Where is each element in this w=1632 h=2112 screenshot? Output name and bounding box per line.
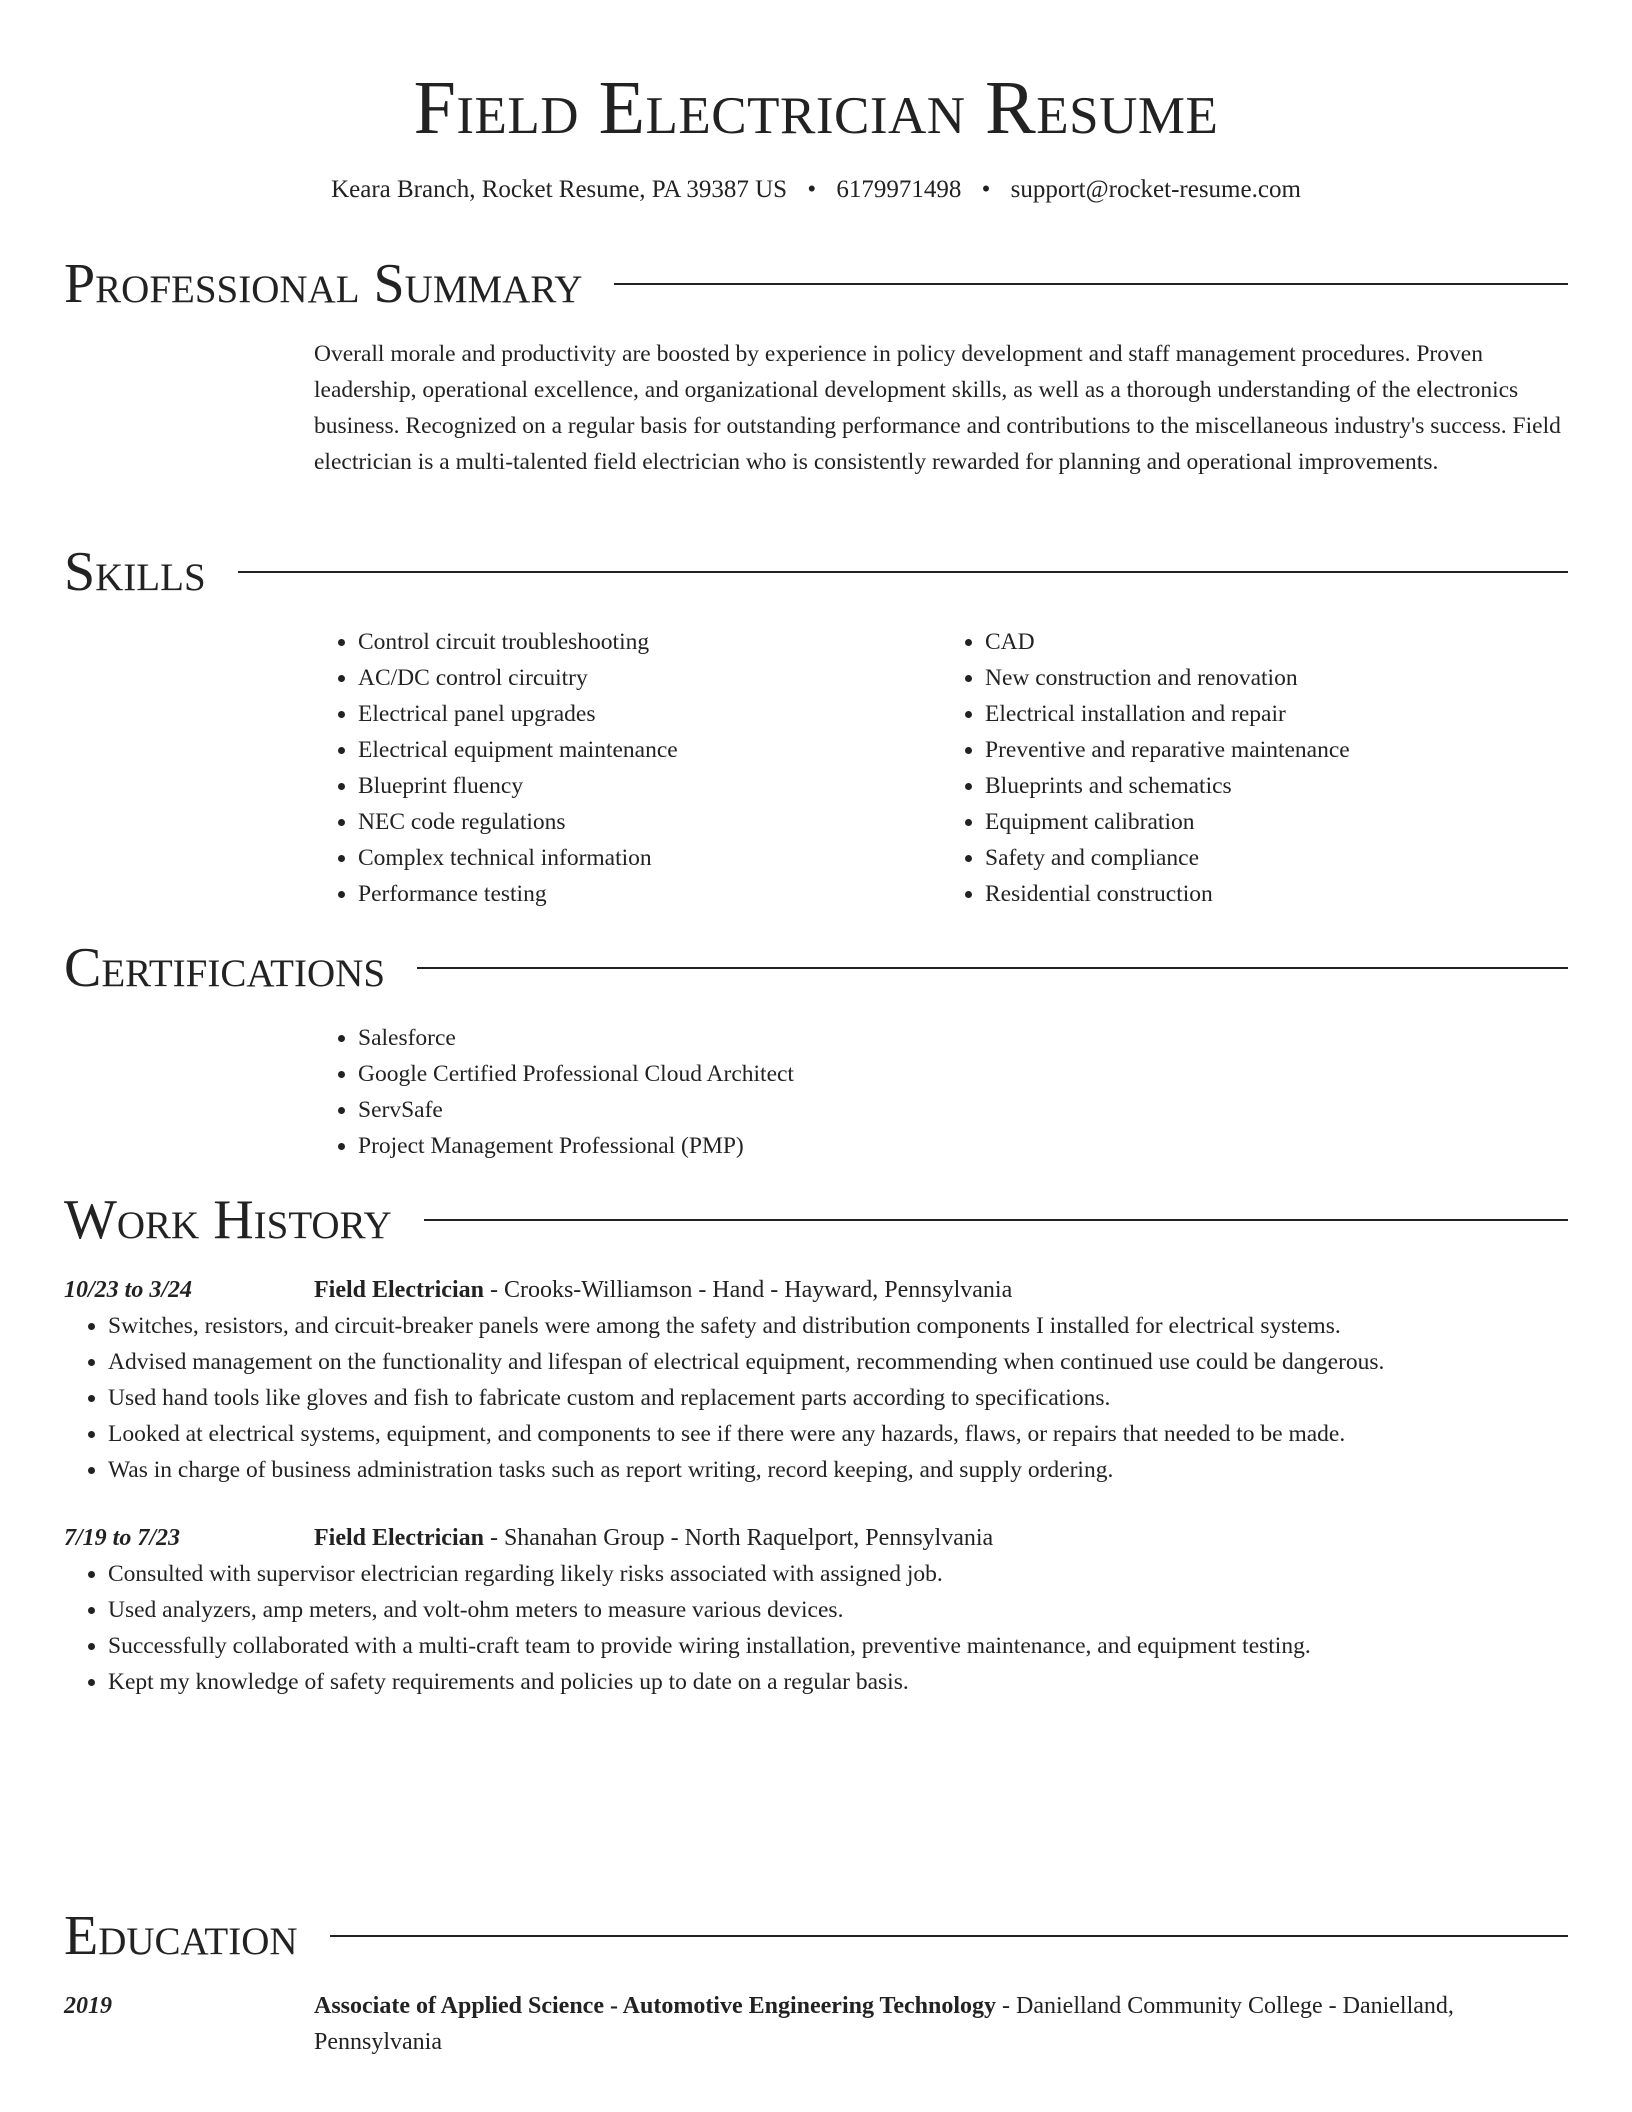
work-history-heading: Work History [64, 1189, 392, 1251]
list-item: • Project Management Professional (PMP) [358, 1128, 1568, 1164]
list-item: • AC/DC control circuitry [358, 660, 941, 696]
education-line [314, 1988, 1568, 2060]
list-item: • Preventive and reparative maintenance [985, 732, 1568, 768]
contact-phone: 6179971498 [836, 176, 962, 203]
job-title: Field Electrician [314, 1525, 484, 1551]
contact-separator: • [807, 176, 817, 203]
list-item: • Salesforce [358, 1020, 1568, 1056]
education-heading: Education [64, 1905, 298, 1967]
job-title-line [314, 1272, 1568, 1308]
skills-list-right [941, 624, 1568, 912]
section-header [64, 1906, 1568, 1966]
education-details: - Danielland Community College - Danielland, Pennsylvania [314, 1993, 1454, 2055]
list-item: • Blueprint fluency [358, 768, 941, 804]
list-item: • Safety and compliance [985, 840, 1568, 876]
list-item: • Performance testing [358, 876, 941, 912]
contact-address: Keara Branch, Rocket Resume, PA 39387 US [331, 176, 788, 203]
section-header [64, 542, 1568, 602]
job-bullets [64, 1556, 1568, 1700]
section-divider [238, 571, 1568, 573]
summary-section [64, 254, 1568, 480]
list-item: • Google Certified Professional Cloud Architect [358, 1056, 1568, 1092]
education-entry [64, 1988, 1568, 2060]
job-entry [64, 1520, 1568, 1700]
skills-list-left [314, 624, 941, 912]
list-item: • Used analyzers, amp meters, and volt-ohm meters to measure various devices. [108, 1592, 1568, 1628]
resume-title: Field Electrician Resume [413, 66, 1219, 150]
job-details: - Shanahan Group - North Raquelport, Pennsylvania [483, 1525, 994, 1551]
certifications-section [64, 938, 1568, 1164]
job-header [64, 1272, 1568, 1308]
list-item: • Equipment calibration [985, 804, 1568, 840]
contact-line [0, 172, 1632, 208]
list-item: • Looked at electrical systems, equipment, and components to see if there were any hazards, flaws, or repairs that needed to be made. [108, 1416, 1568, 1452]
contact-separator: • [981, 176, 991, 203]
contact-email[interactable]: support@rocket-resume.com [1010, 176, 1301, 203]
list-item: • Successfully collaborated with a multi-craft team to provide wiring installation, preventive maintenance, and equipment testing. [108, 1628, 1568, 1664]
list-item: • Blueprints and schematics [985, 768, 1568, 804]
list-item: • New construction and renovation [985, 660, 1568, 696]
skills-columns [314, 624, 1568, 912]
job-dates: 10/23 to 3/24 [64, 1277, 193, 1303]
list-item: • Kept my knowledge of safety requirements and policies up to date on a regular basis. [108, 1664, 1568, 1700]
education-degree: Associate of Applied Science - Automotive Engineering Technology [314, 1993, 997, 2019]
job-bullets [64, 1308, 1568, 1488]
summary-heading: Professional Summary [64, 253, 583, 315]
certifications-block [314, 1020, 1568, 1164]
list-item: • ServSafe [358, 1092, 1568, 1128]
list-item: • Complex technical information [358, 840, 941, 876]
job-details: - Crooks-Williamson - Hand - Hayward, Pennsylvania [483, 1277, 1013, 1303]
job-dates: 7/19 to 7/23 [64, 1525, 181, 1551]
education-year: 2019 [64, 1993, 112, 2019]
certifications-heading: Certifications [64, 937, 386, 999]
section-divider [614, 283, 1568, 285]
list-item: • Was in charge of business administration tasks such as report writing, record keeping, and supply ordering. [108, 1452, 1568, 1488]
job-header [64, 1520, 1568, 1556]
list-item: • Control circuit troubleshooting [358, 624, 941, 660]
list-item: • Switches, resistors, and circuit-breaker panels were among the safety and distribution components I installed for electrical systems. [108, 1308, 1568, 1344]
section-header [64, 1190, 1568, 1250]
list-item: • Electrical panel upgrades [358, 696, 941, 732]
section-header [64, 254, 1568, 314]
section-divider [417, 967, 1568, 969]
section-header [64, 938, 1568, 998]
list-item: • CAD [985, 624, 1568, 660]
skills-section [64, 542, 1568, 912]
list-item: • Consulted with supervisor electrician regarding likely risks associated with assigned job. [108, 1556, 1568, 1592]
education-section [64, 1906, 1568, 2060]
list-item: • Used hand tools like gloves and fish to fabricate custom and replacement parts according to specifications. [108, 1380, 1568, 1416]
list-item: • Electrical equipment maintenance [358, 732, 941, 768]
list-item: • Electrical installation and repair [985, 696, 1568, 732]
section-divider [424, 1219, 1568, 1221]
skills-heading: Skills [64, 541, 206, 603]
list-item: • Residential construction [985, 876, 1568, 912]
section-divider [330, 1935, 1568, 1937]
work-history-section [64, 1190, 1568, 1700]
job-title-line [314, 1520, 1568, 1556]
summary-text: Overall morale and productivity are boosted by experience in policy development and staff management procedures. Proven leadership, operational excellence, and organizational development skills, as well as a thorough understanding of the electronics business. Recognized on a regular basis for outstanding performance and contributions to the miscellaneous industry's success. Field electrician is a multi-talented field electrician who is consistently rewarded for planning and operational improvements. [314, 341, 1561, 475]
list-item: • NEC code regulations [358, 804, 941, 840]
job-title: Field Electrician [314, 1277, 484, 1303]
list-item: • Advised management on the functionality and lifespan of electrical equipment, recommending when continued use could be dangerous. [108, 1344, 1568, 1380]
job-entry [64, 1272, 1568, 1488]
certifications-list [314, 1020, 1568, 1164]
